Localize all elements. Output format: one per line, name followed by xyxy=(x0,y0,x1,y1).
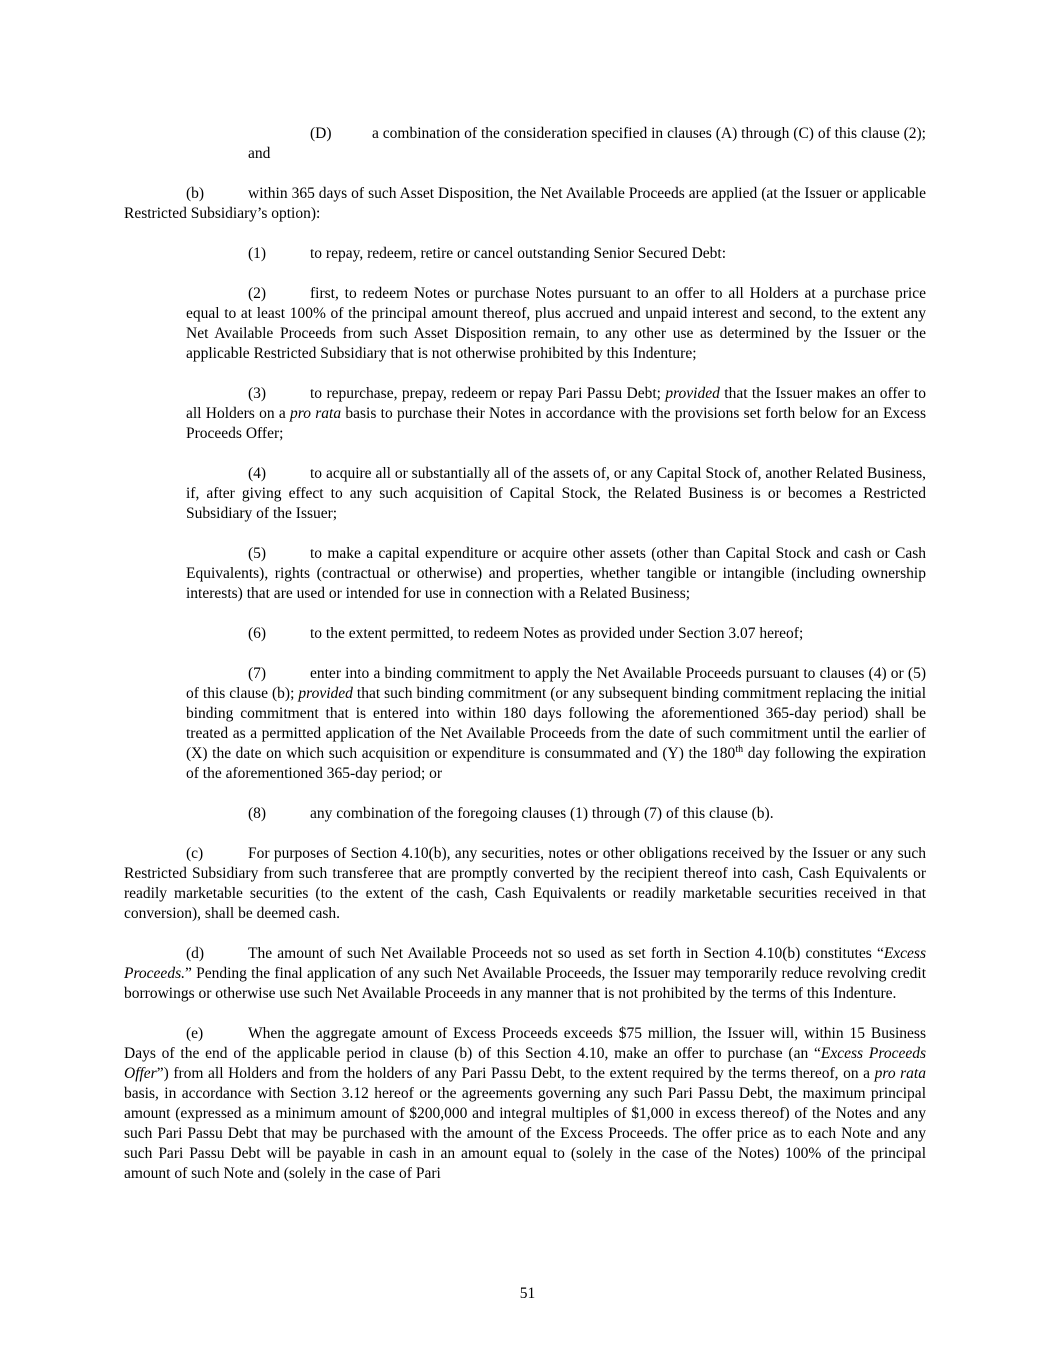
clause-5: (5) to make a capital expenditure or acquire other assets (other than Capital Stock and cash or Cash Equivalents), rights (contractual or otherwise) and properties, whether tangible or intangible (including ownership interests) that are used or intended for use in connection with a Related Business; xyxy=(186,545,926,602)
clause-label: (b) xyxy=(186,185,205,202)
clause-label: (7) xyxy=(248,665,267,682)
clause-label: (2) xyxy=(248,285,267,302)
clause-c: (c) For purposes of Section 4.10(b), any securities, notes or other obligations received by the Issuer or any such Restricted Subsidiary from such transferee that are promptly converted by the recipient thereof into cash, Cash Equivalents or readily marketable securities (to the extent of the cash, Cash Equivalents or readily marketable securities received in that conversion), shall be deemed cash. xyxy=(124,845,926,922)
clause-label: (4) xyxy=(248,465,267,482)
clause-label: (6) xyxy=(248,625,267,642)
clause-4: (4) to acquire all or substantially all of the assets of, or any Capital Stock of, another Related Business, if, after giving effect to any such acquisition of Capital Stock, the Related Business is or becomes a Restricted Subsidiary of the Issuer; xyxy=(186,465,926,522)
clause-8: (8) any combination of the foregoing clauses (1) through (7) of this clause (b). xyxy=(248,805,774,822)
clause-D: (D) a combination of the consideration specified in clauses (A) through (C) of this clause (2); and xyxy=(248,125,926,162)
clause-b: (b) within 365 days of such Asset Disposition, the Net Available Proceeds are applied (at the Issuer or applicable Restricted Subsidiary’s option): xyxy=(124,185,926,222)
clause-2: (2) first, to redeem Notes or purchase Notes pursuant to an offer to all Holders at a purchase price equal to at least 100% of the principal amount thereof, plus accrued and unpaid interest and second, to the extent any Net Available Proceeds from such Asset Disposition remain, to any other use as determined by the Issuer or the applicable Restricted Subsidiary that is not otherwise prohibited by this Indenture; xyxy=(186,285,926,362)
clause-3: (3) to repurchase, prepay, redeem or repay Pari Passu Debt; provided that the Issuer makes an offer to all Holders on a pro rata basis to purchase their Notes in accordance with the provisions set forth below for an Excess Proceeds Offer; xyxy=(186,385,926,442)
clause-label: (1) xyxy=(248,245,267,262)
clause-label: (c) xyxy=(186,845,204,862)
clause-6: (6) to the extent permitted, to redeem Notes as provided under Section 3.07 hereof; xyxy=(248,625,804,642)
clause-label: (d) xyxy=(186,945,205,962)
clause-d: (d) The amount of such Net Available Proceeds not so used as set forth in Section 4.10(b) constitutes “Excess Proceeds.” Pending the final application of any such Net Available Proceeds, the Issuer may temporarily reduce revolving credit borrowings or otherwise use such Net Available Proceeds in any manner that is not prohibited by the terms of this Indenture. xyxy=(124,945,926,1002)
clause-label: (8) xyxy=(248,805,267,822)
clause-7: (7) enter into a binding commitment to apply the Net Available Proceeds pursuant to clauses (4) or (5) of this clause (b); provided that such binding commitment (or any subsequent binding commitment replacing the initial binding commitment that is entered into within 180 days following the aforementioned 365-day period) shall be treated as a permitted application of the Net Available Proceeds from the date of such commitment until the earlier of (X) the date on which such acquisition or expenditure is consummated and (Y) the 180th day following the expiration of the aforementioned 365-day period; or xyxy=(186,665,926,782)
document-page xyxy=(124,124,926,1204)
clause-label: (D) xyxy=(310,125,332,142)
clause-e: (e) When the aggregate amount of Excess Proceeds exceeds $75 million, the Issuer will, within 15 Business Days of the end of the applicable period in clause (b) of this Section 4.10, make an offer to purchase (an “Excess Proceeds Offer”) from all Holders and from the holders of any Pari Passu Debt, to the extent required by the terms thereof, on a pro rata basis, in accordance with Section 3.12 hereof or the agreements governing any such Pari Passu Debt, the maximum principal amount (expressed as a minimum amount of $200,000 and integral multiples of $1,000 in excess thereof) of the Notes and any such Pari Passu Debt that may be purchased with the amount of the Excess Proceeds. The offer price as to each Note and any such Pari Passu Debt will be payable in cash in an amount equal to (solely in the case of the Notes) 100% of the principal amount of such Note and (solely in the case of Pari xyxy=(124,1025,926,1182)
clause-label: (3) xyxy=(248,385,267,402)
clause-label: (e) xyxy=(186,1025,204,1042)
clause-label: (5) xyxy=(248,545,267,562)
clause-1: (1) to repay, redeem, retire or cancel outstanding Senior Secured Debt: xyxy=(248,245,727,262)
page-number: 51 xyxy=(519,1285,536,1302)
